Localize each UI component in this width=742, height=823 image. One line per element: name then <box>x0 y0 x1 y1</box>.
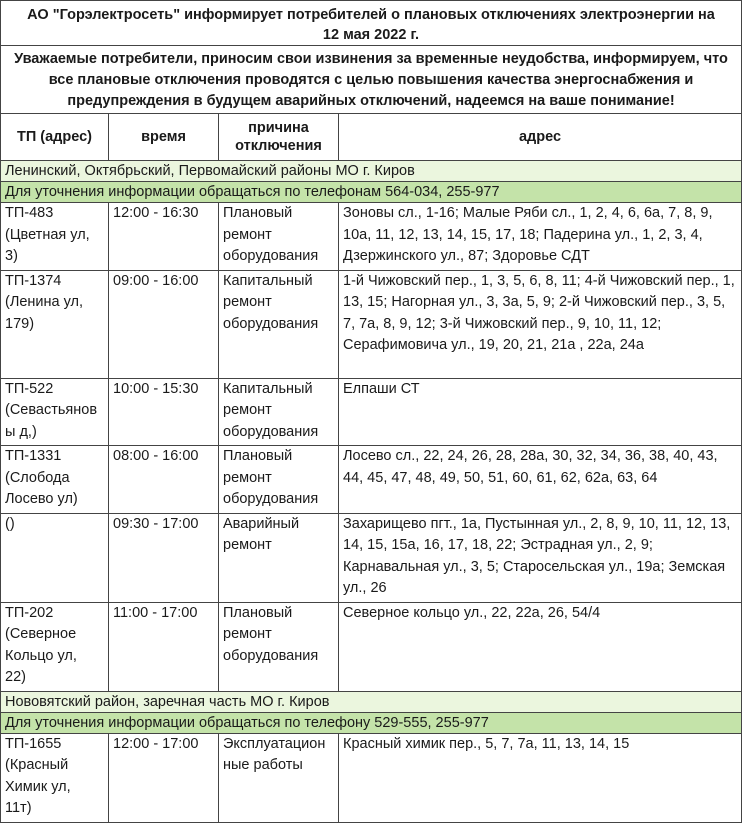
cell-tp: ТП-202 (Северное Кольцо ул, 22) <box>1 602 109 691</box>
cell-reason: Плановый ремонт оборудования <box>219 203 339 271</box>
table-row <box>1 446 742 514</box>
cell-tp: ТП-1374 (Ленина ул, 179) <box>1 270 109 378</box>
cell-reason: Капитальный ремонт оборудования <box>219 270 339 378</box>
table-row <box>1 270 742 378</box>
table-body <box>1 161 742 823</box>
col-header-reason: причина отключения <box>219 114 339 161</box>
col-header-address: адрес <box>339 114 742 161</box>
page-title <box>1 1 742 46</box>
district-row <box>1 691 742 712</box>
cell-address: Северное кольцо ул., 22, 22а, 26, 54/4 <box>339 602 742 691</box>
cell-tp: ТП-1655 (Красный Химик ул, 11т) <box>1 733 109 822</box>
cell-address: Захарищево пгт., 1а, Пустынная ул., 2, 8, 9, 10, 11, 12, 13, 14, 15, 15а, 16, 17, 18, 22; Эстрадная ул., 2, 9; Карнавальная ул., 3, 5; Старосельская ул., 19а; Земская ул., 26 <box>339 513 742 602</box>
cell-address: Елпаши СТ <box>339 378 742 446</box>
col-header-time: время <box>109 114 219 161</box>
cell-address: Лосево сл., 22, 24, 26, 28, 28а, 30, 32, 34, 36, 38, 40, 43, 44, 45, 47, 48, 49, 50, 51, 60, 61, 62, 62а, 63, 64 <box>339 446 742 514</box>
cell-reason: Аварийный ремонт <box>219 513 339 602</box>
cell-time: 12:00 - 16:30 <box>109 203 219 271</box>
cell-time: 11:00 - 17:00 <box>109 602 219 691</box>
phone-info-row <box>1 182 742 203</box>
table-row <box>1 513 742 602</box>
cell-reason: Плановый ремонт оборудования <box>219 602 339 691</box>
apology-notice: Уважаемые потребители, приносим свои извинения за временные неудобства, информируем, что все плановые отключения проводятся с целью повышения качества энергоснабжения и предупреждения в будущем аварийных отключений, надеемся на ваше понимание! <box>1 46 742 114</box>
cell-tp: ТП-483 (Цветная ул, 3) <box>1 203 109 271</box>
phone-info: Для уточнения информации обращаться по телефонам 564-034, 255-977 <box>1 182 742 203</box>
cell-address: Красный химик пер., 5, 7, 7а, 11, 13, 14, 15 <box>339 733 742 822</box>
cell-tp: () <box>1 513 109 602</box>
cell-tp: ТП-522 (Севастьянов ы д,) <box>1 378 109 446</box>
table-row <box>1 602 742 691</box>
cell-time: 09:00 - 16:00 <box>109 270 219 378</box>
title-line-2: 12 мая 2022 г. <box>322 27 420 43</box>
cell-address: Зоновы сл., 1-16; Малые Ряби сл., 1, 2, 4, 6, 6а, 7, 8, 9, 10а, 11, 12, 13, 14, 15, 17, 18; Падерина ул., 1, 2, 3, 4, Дзержинского ул., 87; Здоровье СДТ <box>339 203 742 271</box>
cell-time: 08:00 - 16:00 <box>109 446 219 514</box>
district-name: Ленинский, Октябрьский, Первомайский районы МО г. Киров <box>1 161 742 182</box>
district-name: Нововятский район, заречная часть МО г. Киров <box>1 691 742 712</box>
table-row <box>1 378 742 446</box>
district-row <box>1 161 742 182</box>
cell-time: 12:00 - 17:00 <box>109 733 219 822</box>
cell-reason: Капитальный ремонт оборудования <box>219 378 339 446</box>
cell-time: 09:30 - 17:00 <box>109 513 219 602</box>
table-row <box>1 203 742 271</box>
cell-tp: ТП-1331 (Слобода Лосево ул) <box>1 446 109 514</box>
table-row <box>1 733 742 822</box>
cell-address: 1-й Чижовский пер., 1, 3, 5, 6, 8, 11; 4-й Чижовский пер., 1, 13, 15; Нагорная ул., 3, 3а, 5, 9; 2-й Чижовский пер., 3, 5, 7, 7а, 8, 9, 12; 3-й Чижовский пер., 9, 10, 11, 12; Серафимовича ул., 19, 20, 21, 21а , 22а, 24а <box>339 270 742 378</box>
col-header-tp: ТП (адрес) <box>1 114 109 161</box>
cell-time: 10:00 - 15:30 <box>109 378 219 446</box>
cell-reason: Эксплуатацион ные работы <box>219 733 339 822</box>
cell-reason: Плановый ремонт оборудования <box>219 446 339 514</box>
phone-info: Для уточнения информации обращаться по телефону 529-555, 255-977 <box>1 712 742 733</box>
phone-info-row <box>1 712 742 733</box>
title-line-1: АО "Горэлектросеть" информирует потребителей о плановых отключениях электроэнергии на <box>27 7 715 23</box>
